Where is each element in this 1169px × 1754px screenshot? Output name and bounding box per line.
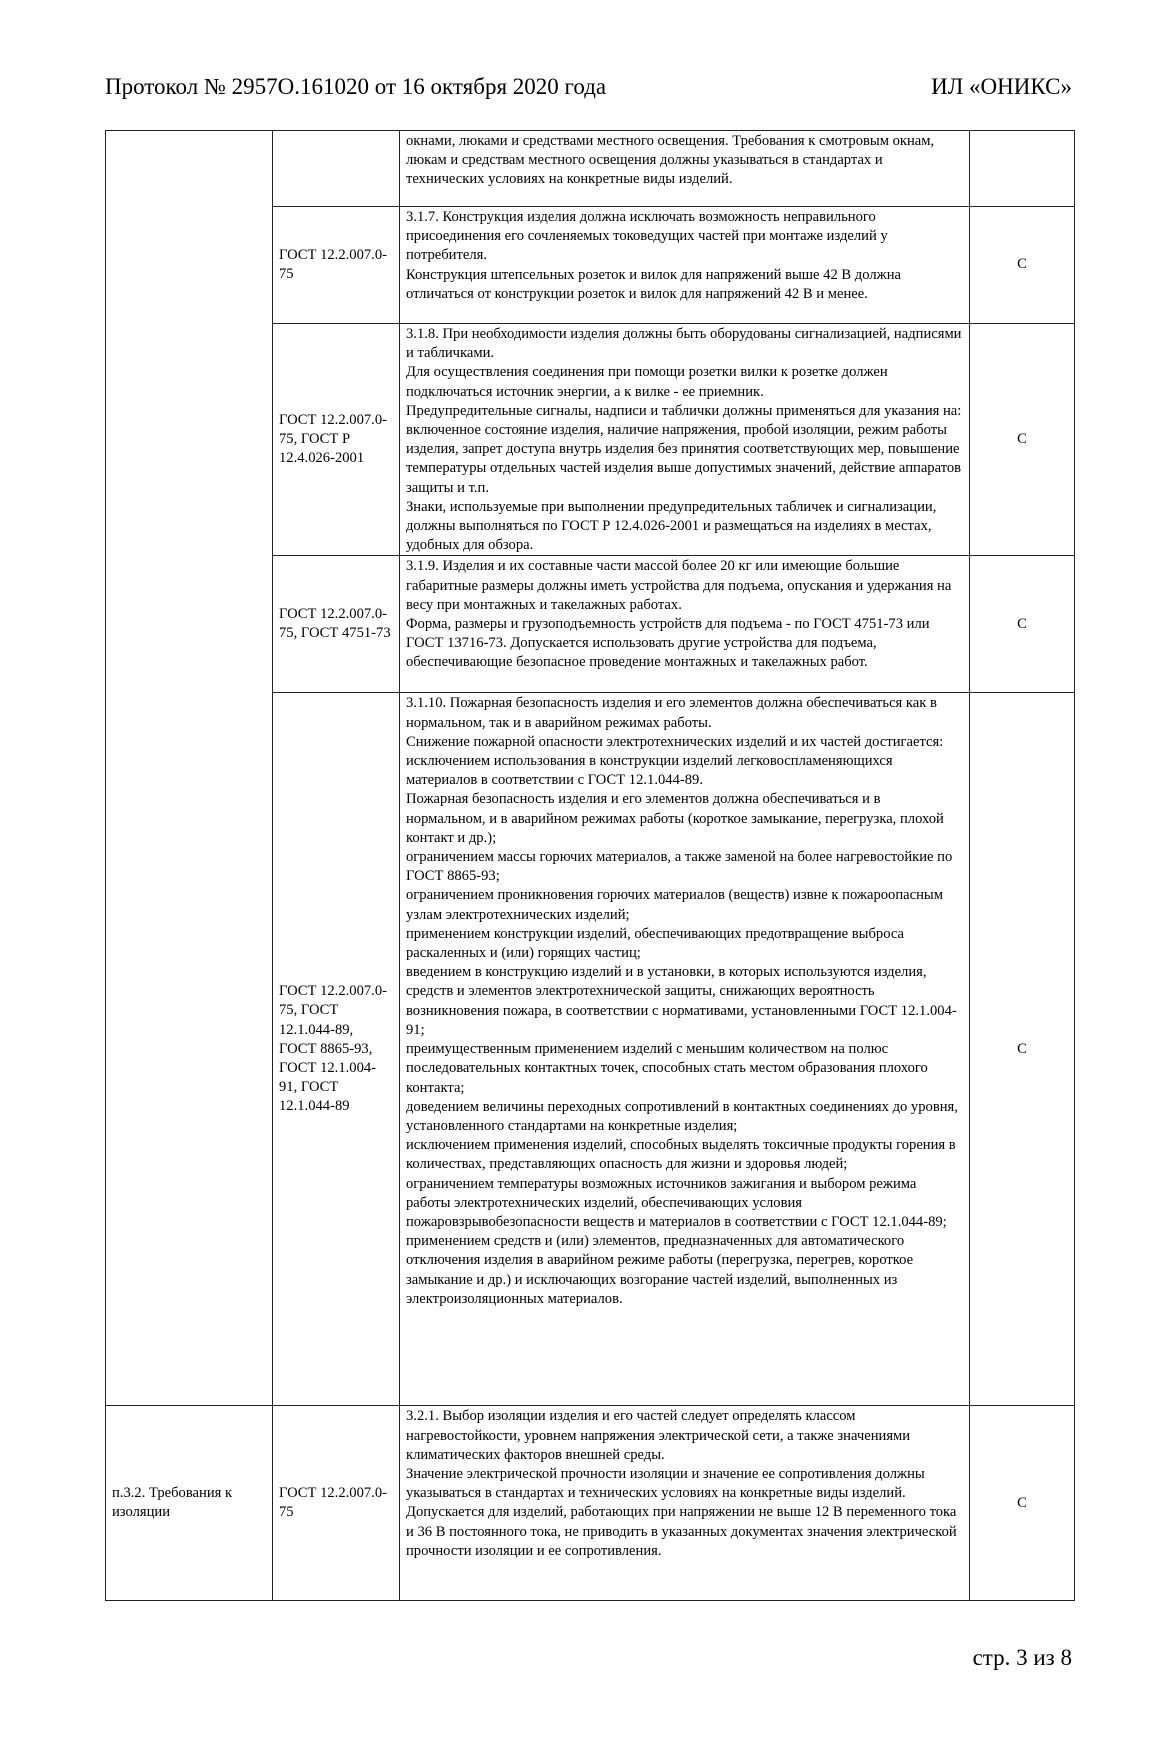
protocol-title: Протокол № 2957О.161020 от 16 октября 2020 года — [105, 74, 607, 99]
requirements-table — [105, 130, 1075, 1601]
requirement-text: 3.1.8. При необходимости изделия должны быть оборудованы сигнализацией, надписями и табличками. — [406, 326, 962, 362]
section-cell: п.3.2. Требования к изоляции — [106, 1406, 273, 1601]
requirement-cell — [400, 207, 970, 324]
standard-cell: ГОСТ 12.2.007.0-75, ГОСТ 4751-73 — [273, 556, 400, 693]
requirement-text: Знаки, используемые при выполнении предупредительных табличек и сигнализации, должны выполняться по ГОСТ Р 12.4.026-2001 и размещаться на изделиях в местах, удобных для обзора. — [406, 498, 937, 554]
requirement-text: Допускается для изделий, работающих при напряжении не выше 12 В переменного тока и 36 В постоянного тока, не приводить в указанных документах значения электрической прочности изоляции и ее сопротивления. — [406, 1504, 957, 1559]
requirement-cell — [400, 693, 970, 1406]
standard-cell — [273, 131, 400, 207]
standard-cell: ГОСТ 12.2.007.0-75, ГОСТ 12.1.044-89, ГОСТ 8865-93, ГОСТ 12.1.004-91, ГОСТ 12.1.044-89 — [273, 693, 400, 1406]
requirement-text: ограничением проникновения горючих материалов (веществ) извне к пожароопасным узлам электротехнических изделий; — [406, 887, 943, 923]
requirement-text: 3.1.10. Пожарная безопасность изделия и его элементов должна обеспечиваться как в нормальном, так и в аварийном режимах работы. — [406, 695, 937, 731]
result-cell — [970, 131, 1075, 207]
requirement-text: Форма, размеры и грузоподъемность устройств для подъема - по ГОСТ 4751-73 или ГОСТ 13716-73. Допускается использовать другие устройства для подъема, обеспечивающие безопасное проведение монтажных и такелажных работ. — [406, 616, 930, 671]
requirement-text: окнами, люками и средствами местного освещения. Требования к смотровым окнам, люкам и средствам местного освещения должны указываться в стандартах и технических условиях на конкретные виды изделий. — [406, 133, 935, 188]
requirement-text: ограничением массы горючих материалов, а также заменой на более нагревостойкие по ГОСТ 8865-93; — [406, 849, 953, 885]
standard-cell: ГОСТ 12.2.007.0-75 — [273, 207, 400, 324]
page-header — [105, 74, 1072, 104]
requirement-text: Значение электрической прочности изоляции и значение ее сопротивления должны указываться в стандартах и технических условиях на конкретные виды изделий. — [406, 1466, 925, 1502]
result-cell: С — [970, 207, 1075, 324]
requirement-text: 3.1.9. Изделия и их составные части массой более 20 кг или имеющие большие габаритные размеры должны иметь устройства для подъема, опускания и удержания на весу при монтажных и такелажных работах. — [406, 558, 952, 613]
requirement-text: Пожарная безопасность изделия и его элементов должна обеспечиваться и в нормальном, и в аварийном режимах работы (короткое замыкание, перегрузка, плохой контакт и др.); — [406, 791, 944, 846]
requirement-text: Для осуществления соединения при помощи розетки вилки к розетке должен подключаться источник энергии, а к вилке - ее приемник. — [406, 364, 888, 400]
requirement-cell — [400, 131, 970, 207]
requirement-cell — [400, 324, 970, 556]
requirement-cell — [400, 556, 970, 693]
lab-name: ИЛ «ОНИКС» — [931, 74, 1072, 99]
requirement-text: исключением применения изделий, способных выделять токсичные продукты горения в количествах, представляющих опасность для жизни и здоровья людей; — [406, 1137, 956, 1173]
requirement-text: 3.1.7. Конструкция изделия должна исключать возможность неправильного присоединения его сочленяемых токоведущих частей при монтаже изделий у потребителя. — [406, 209, 888, 264]
standard-cell: ГОСТ 12.2.007.0-75, ГОСТ Р 12.4.026-2001 — [273, 324, 400, 556]
table-row — [106, 131, 1075, 207]
standard-cell: ГОСТ 12.2.007.0-75 — [273, 1406, 400, 1601]
requirement-text: введением в конструкцию изделий и в установки, в которых используются изделия, средств и элементов электротехнической защиты, снижающих вероятность возникновения пожара, в соответствии с нормативами, установленными ГОСТ 12.1.004-91; — [406, 964, 957, 1038]
requirement-text: Конструкция штепсельных розеток и вилок для напряжений выше 42 В должна отличаться от конструкции розеток и вилок для напряжений 42 В и менее. — [406, 266, 901, 302]
result-cell: С — [970, 324, 1075, 556]
requirement-text: доведением величины переходных сопротивлений в контактных соединениях до уровня, установленного стандартами на конкретные изделия; — [406, 1098, 958, 1134]
requirement-text: применением средств и (или) элементов, предназначенных для автоматического отключения изделия в аварийном режиме работы (перегрузка, перегрев, короткое замыкание и др.) и исключающих возгорание частей изделий, выполненных из электроизоляционных материалов. — [406, 1233, 914, 1307]
requirement-text: исключением использования в конструкции изделий легковоспламеняющихся материалов в соответствии с ГОСТ 12.1.044-89. — [406, 753, 893, 789]
requirement-cell — [400, 1406, 970, 1601]
section-cell — [106, 131, 273, 1406]
requirement-text: применением конструкции изделий, обеспечивающих предотвращение выброса раскаленных и (или) горящих частиц; — [406, 925, 904, 962]
result-cell: С — [970, 693, 1075, 1406]
result-cell: С — [970, 1406, 1075, 1601]
requirement-text: Снижение пожарной опасности электротехнических изделий и их частей достигается: — [406, 733, 944, 750]
requirement-text: преимущественным применением изделий с меньшим количеством на полюс последовательных контактных точек, способных стать местом образования плохого контакта; — [406, 1041, 928, 1096]
requirement-text: Предупредительные сигналы, надписи и таблички должны применяться для указания на: включенное состояние изделия, наличие напряжения, пробой изоляции, режим работы изделия, запрет доступа внутрь изделия без принятия соответствующих мер, повышение температуры отдельных частей изделия выше допустимых значений, действие аппаратов защиты и т.п. — [406, 402, 962, 496]
result-cell: С — [970, 556, 1075, 693]
table-row — [106, 1406, 1075, 1601]
page-number: стр. 3 из 8 — [972, 1645, 1072, 1670]
requirement-text: 3.2.1. Выбор изоляции изделия и его частей следует определять классом нагревостойкости, уровнем напряжения электрической сети, а также значениями климатических факторов внешней среды. — [406, 1408, 911, 1463]
requirement-text: ограничением температуры возможных источников зажигания и выбором режима работы электротехнических изделий, обеспечивающих условия пожаровзрывобезопасности веществ и материалов в соответствии с ГОСТ 12.1.044-89; — [406, 1175, 947, 1230]
